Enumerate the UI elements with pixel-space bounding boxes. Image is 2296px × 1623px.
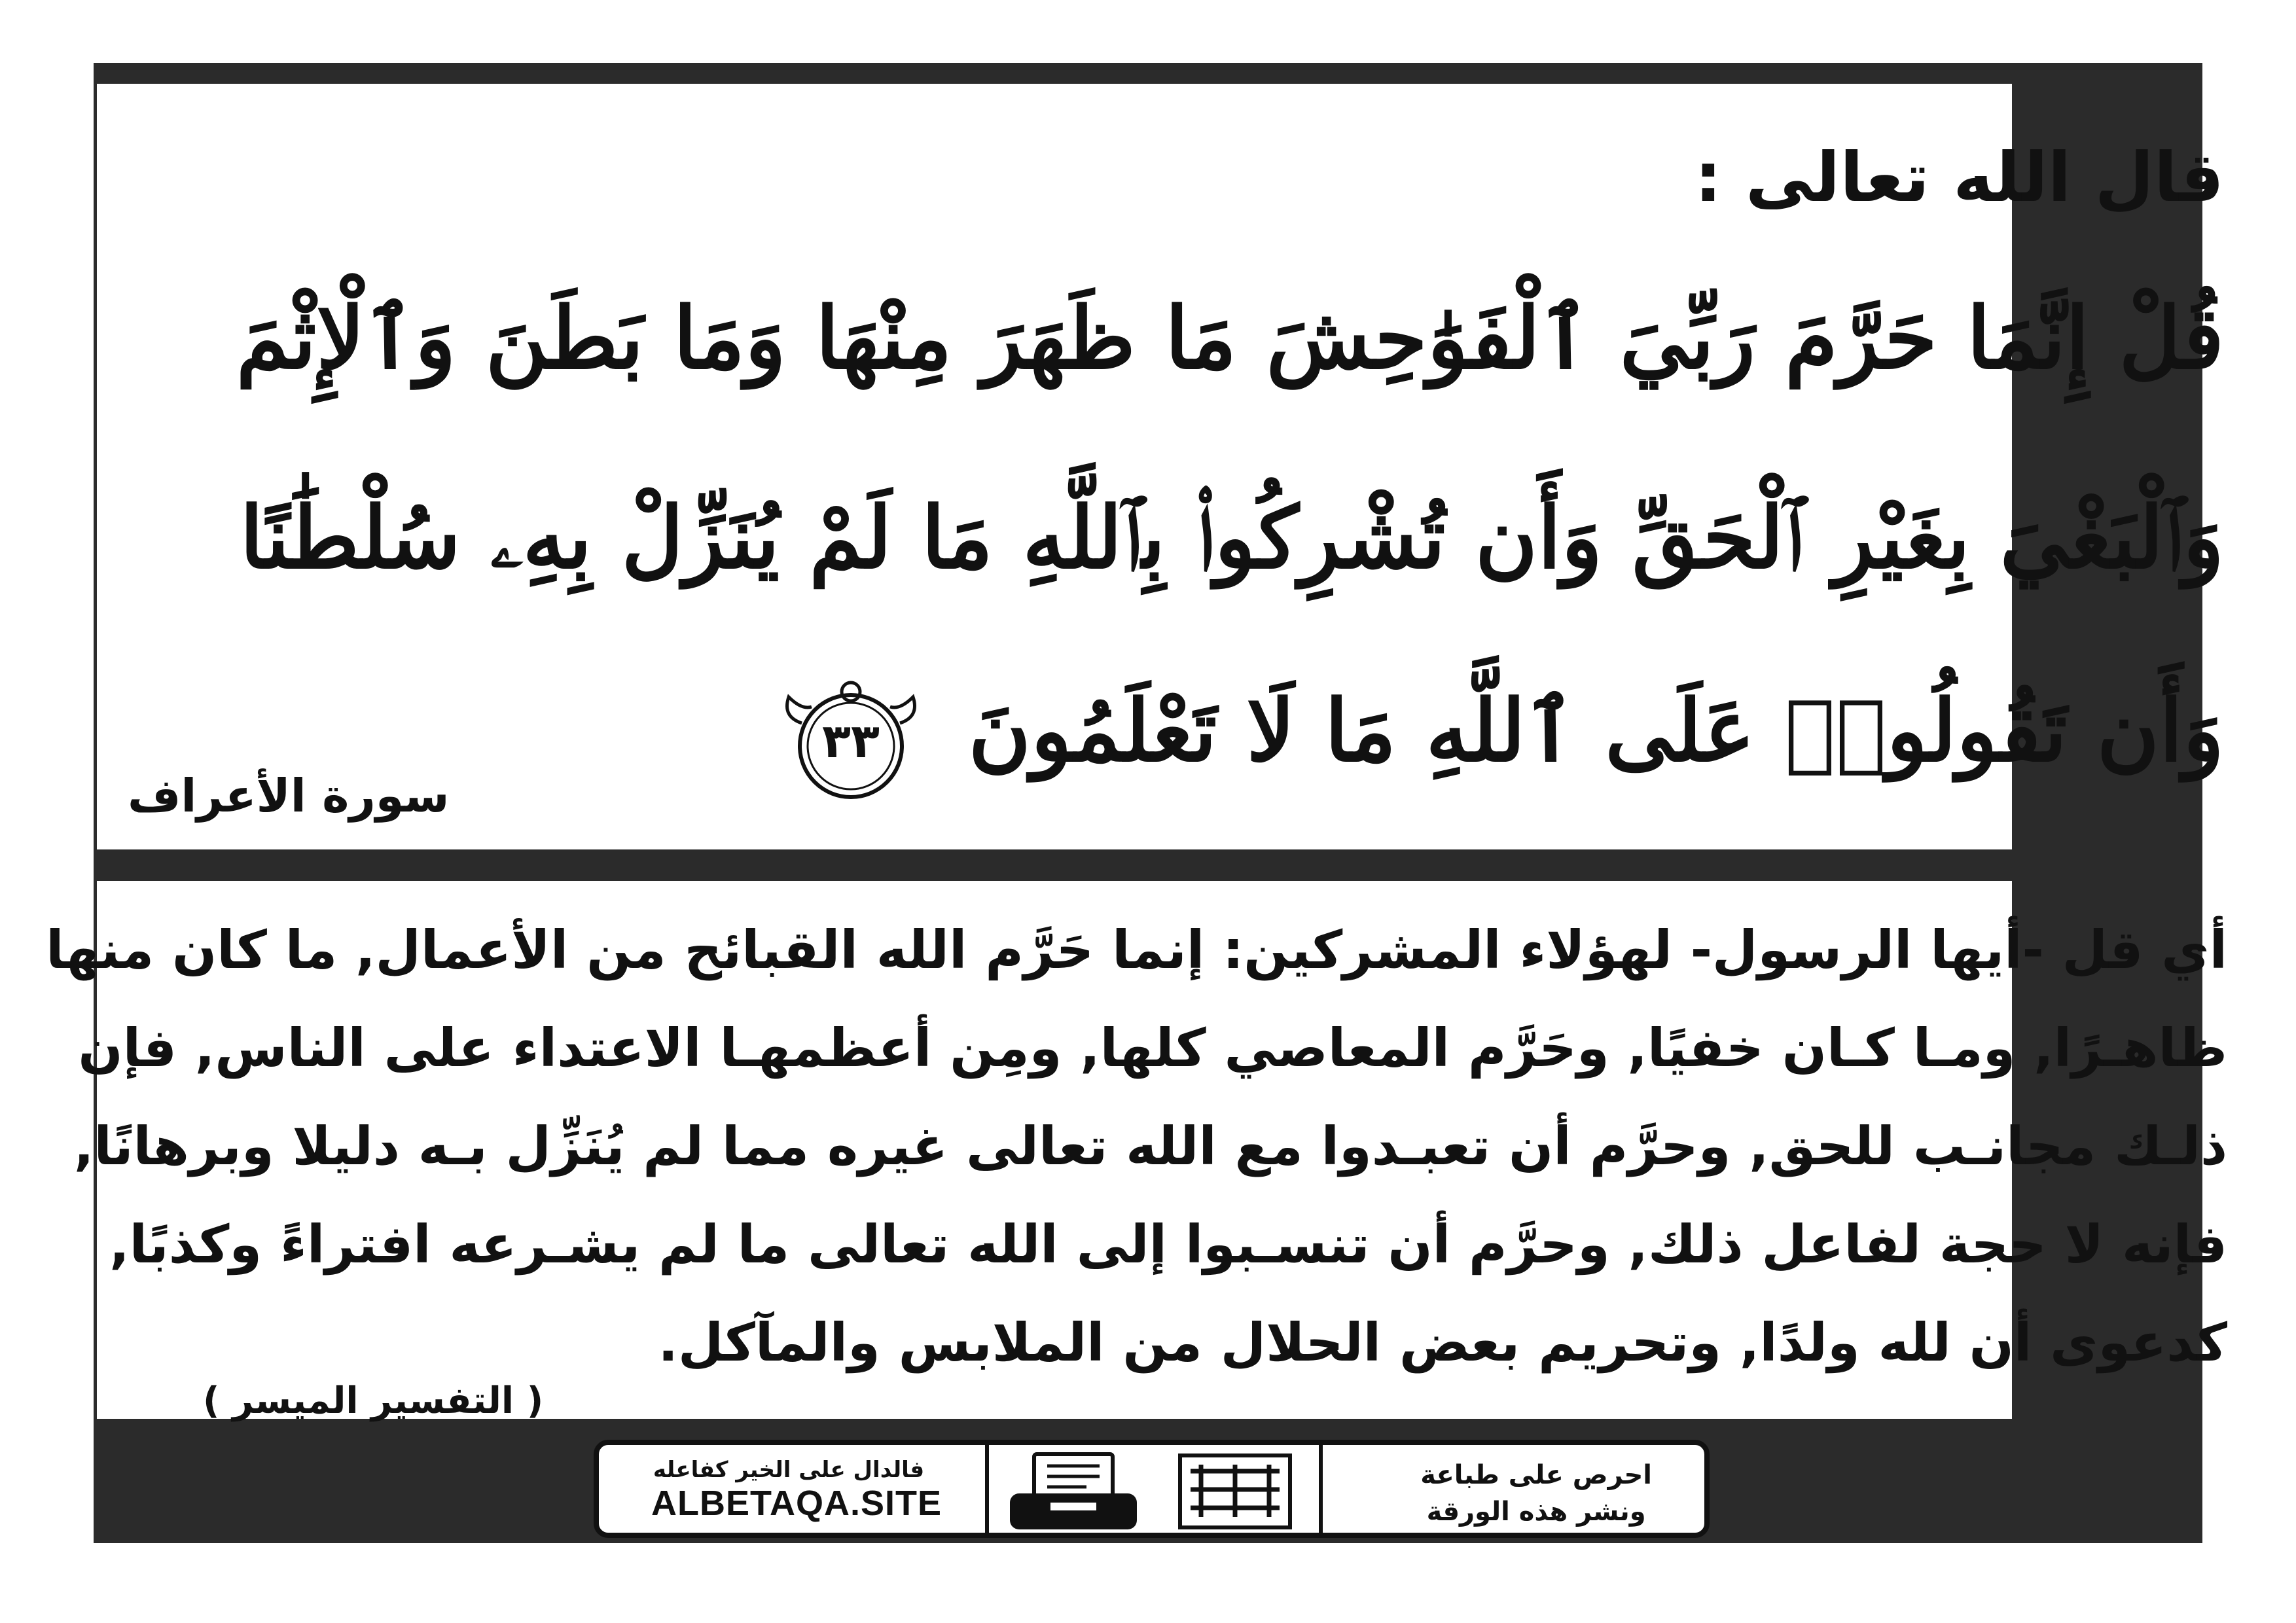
banner-divider-left [985, 1445, 989, 1533]
tafsir-line-2: ظاهـرًا, ومـا كـان خفيًا, وحَرَّم المعاصي كلها, ومِن أعظمهـا الاعتداء على الناس, فإن [78, 1018, 2227, 1079]
printer-icon [1005, 1452, 1142, 1533]
site-slogan: فالدال على الخير كفاعله [653, 1457, 925, 1483]
verse-line-2: وَٱلْبَغْيَ بِغَيْرِ ٱلْحَقِّ وَأَن تُشْرِكُوا۟ بِٱللَّهِ مَا لَمْ يُنَزِّلْ بِهِۦ سُلْطَٰنًا [240, 488, 2224, 588]
dawah-logo-icon [1175, 1452, 1296, 1531]
verse-line-3: وَأَن تَقُولُوا۟ عَلَى ٱللَّهِ مَا لَا تَعْلَمُونَ [968, 681, 2224, 781]
print-note [1420, 1457, 1652, 1530]
footer-banner [594, 1440, 1710, 1538]
site-url[interactable]: ALBETAQA.SITE [651, 1484, 942, 1523]
ayah-number-medallion [776, 677, 926, 802]
print-note-line-2: ونشر هذه الورقة [1426, 1497, 1646, 1527]
surah-name: سورة الأعراف [128, 769, 450, 823]
verse-line-1: قُلْ إِنَّمَا حَرَّمَ رَبِّيَ ٱلْفَوَٰحِشَ مَا ظَهَرَ مِنْهَا وَمَا بَطَنَ وَٱلْإِثْمَ [236, 288, 2224, 388]
print-note-line-1: احرص على طباعة [1420, 1460, 1652, 1490]
tafsir-line-1: أي قل -أيها الرسول- لهؤلاء المشركين: إنما حَرَّم الله القبائح من الأعمال, ما كان منها [46, 919, 2227, 980]
tafsir-line-5: كدعوى أن لله ولدًا, وتحريم بعض الحلال من الملابس والمآكل. [658, 1312, 2227, 1373]
separator-bar [97, 849, 2012, 872]
site-block [651, 1457, 942, 1524]
page-title: قال الله تعالى : [1695, 137, 2224, 217]
tafsir-source: ( التفسير الميسر ) [203, 1380, 544, 1422]
banner-divider-right [1319, 1445, 1323, 1533]
tafsir-line-4: فإنه لا حجة لفاعل ذلك, وحرَّم أن تنسـبوا إلى الله تعالى ما لم يشـرعه افتراءً وكذبًا, [109, 1214, 2227, 1275]
ayah-number: ٣٣ [822, 713, 880, 768]
tafsir-line-3: ذلـك مجانـب للحق, وحرَّم أن تعبـدوا مع الله تعالى غيره مما لم يُنَزِّل بـه دليلا وبرهانًا, [74, 1116, 2227, 1177]
dawah-logo [1175, 1452, 1296, 1531]
